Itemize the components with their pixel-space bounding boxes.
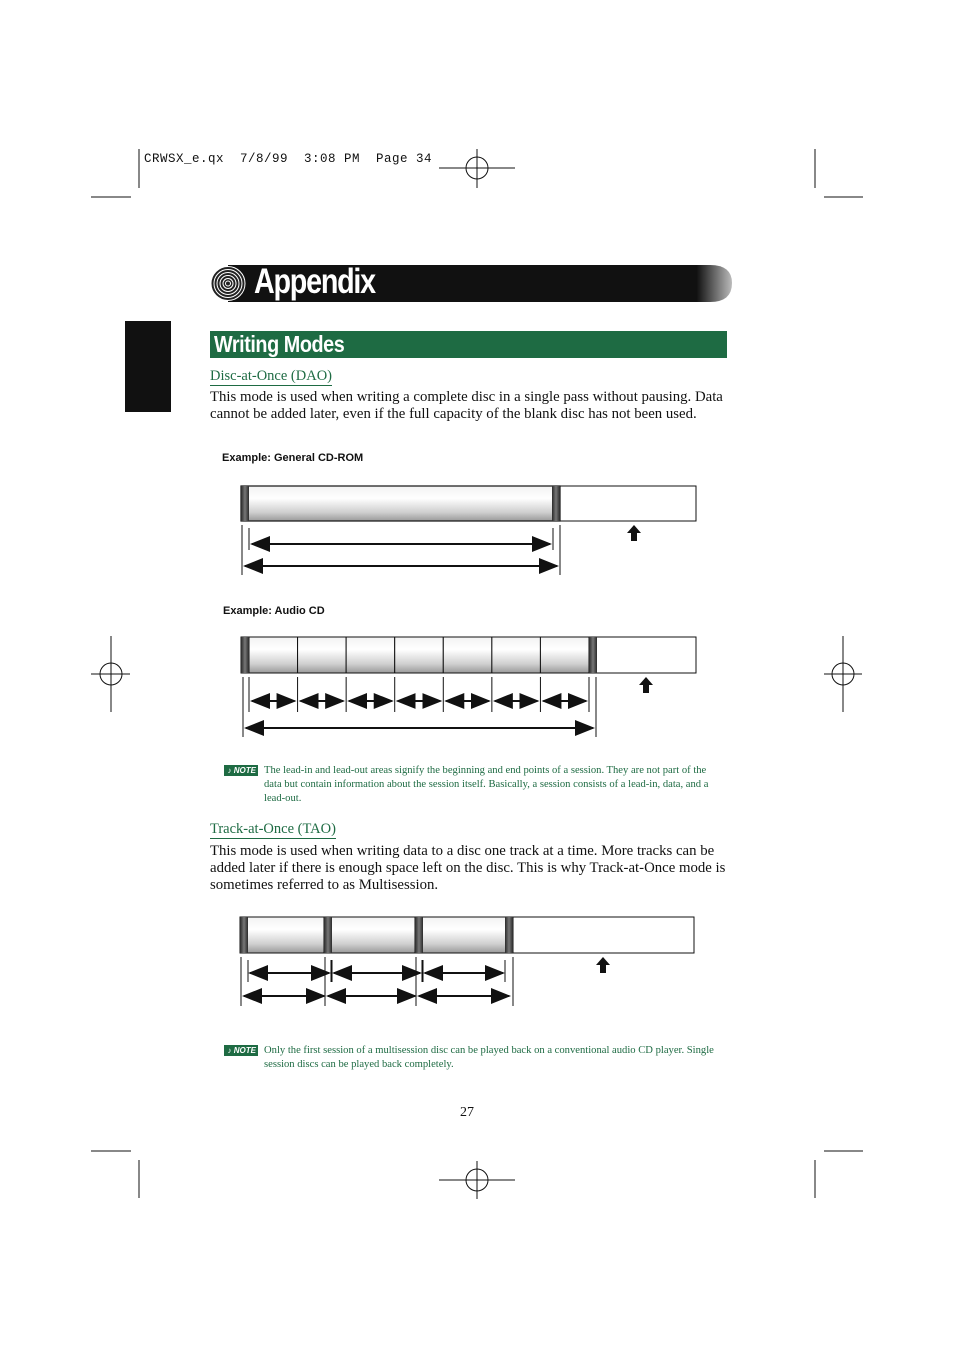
dao-heading: Disc-at-Once (DAO) bbox=[210, 368, 332, 384]
session-3 bbox=[415, 917, 513, 953]
note-icon: ♪ bbox=[227, 766, 234, 775]
session-1-lead-in bbox=[240, 917, 248, 953]
dao-paragraph: This mode is used when writing a complete disc in a single pass without pausing. Data cannot be added later, even if the full capacity of the blank disc has not been used. bbox=[210, 389, 723, 422]
note-badge-1: ♪ NOTE bbox=[224, 765, 258, 776]
session-2 bbox=[324, 917, 430, 953]
section-title: Writing Modes bbox=[214, 331, 345, 357]
note-icon: ♪ bbox=[227, 1046, 234, 1055]
session-3-lead-in bbox=[415, 917, 423, 953]
chapter-title: Appendix bbox=[254, 262, 375, 301]
up-arrow-icon bbox=[596, 957, 610, 973]
tao-paragraph: This mode is used when writing data to a disc one track at a time. More tracks can be added later if there is enough space left on the disc. This is why Track-at-Once mode is sometimes referred to as Multisession. bbox=[210, 843, 726, 893]
tao-heading: Track-at-Once (TAO) bbox=[210, 821, 336, 837]
session-2-lead-in bbox=[324, 917, 332, 953]
example1-caption: Example: General CD-ROM bbox=[222, 452, 364, 464]
example2-caption: Example: Audio CD bbox=[223, 605, 325, 617]
page-number: 27 bbox=[460, 1105, 474, 1120]
printer-slug: CRWSX_e.qx 7/8/99 3:08 PM Page 34 bbox=[144, 152, 433, 166]
note-2-text: Only the first session of a multisession disc can be played back on a conventional audio CD player. Single session discs can be played back completely. bbox=[264, 1045, 714, 1070]
note-1-text: The lead-in and lead-out areas signify the beginning and end points of a session. They are not part of the data but contain information about the session itself. Basically, a session consists of a lead-in, data, and a lead-out. bbox=[264, 765, 709, 804]
session-3-lead-out bbox=[505, 917, 513, 953]
note-badge-2: ♪ NOTE bbox=[224, 1045, 258, 1056]
